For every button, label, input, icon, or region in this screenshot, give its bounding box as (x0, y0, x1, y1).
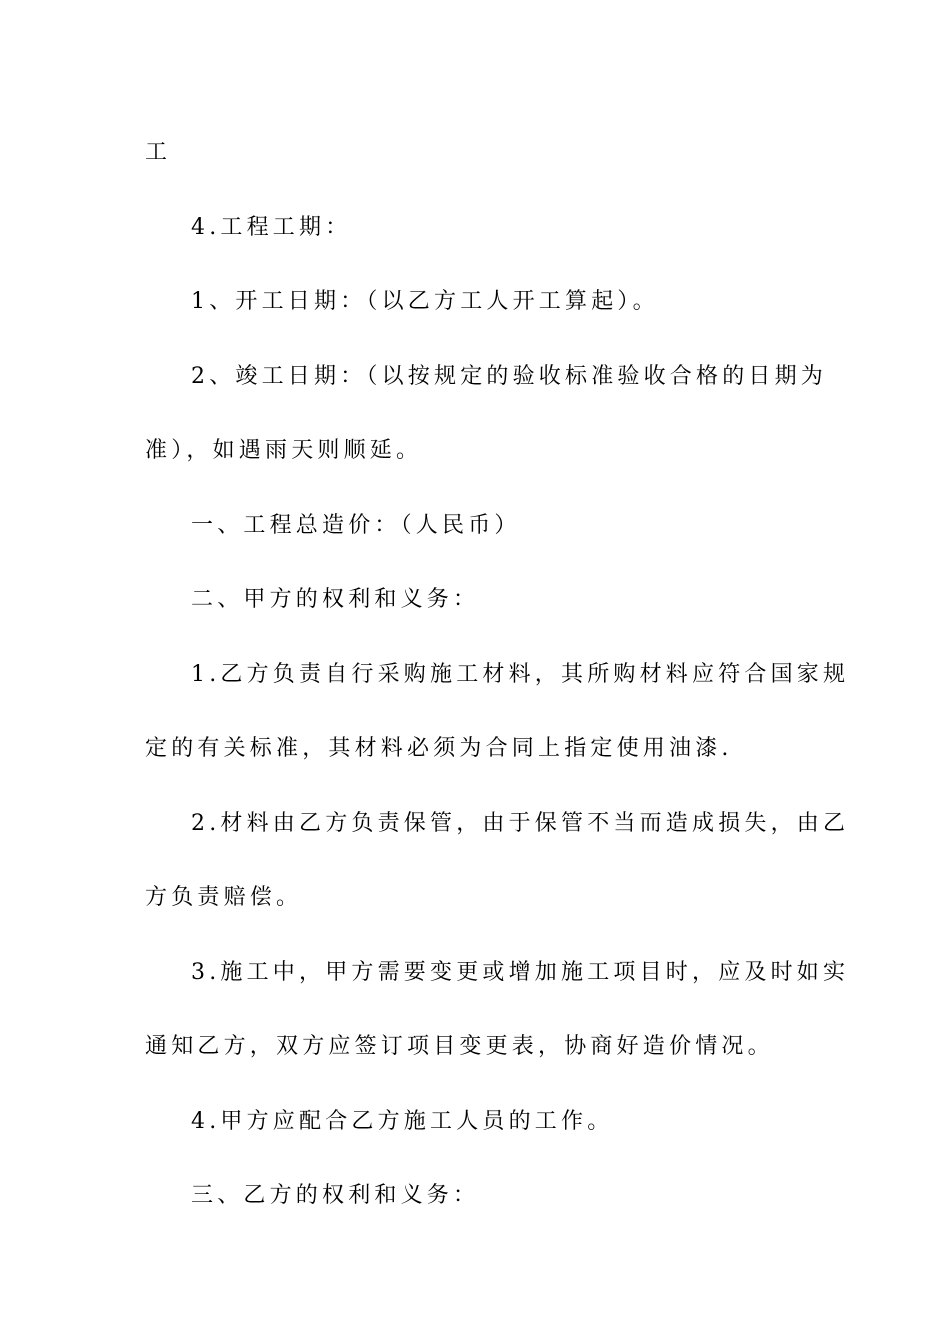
section-heading: 二、甲方的权利和义务： (191, 587, 480, 612)
document-body (145, 124, 850, 1242)
text-line: 准），如遇雨天则顺延。 (145, 438, 423, 463)
text-line: 3.施工中，甲方需要变更或增加施工项目时，应及时如实 (191, 959, 850, 985)
text-line: 1、开工日期：（以乙方工人开工算起）。 (191, 289, 659, 314)
text-line: 2.材料由乙方负责保管，由于保管不当而造成损失，由乙 (191, 810, 850, 836)
text-line: 2、竣工日期：（以按规定的验收标准验收合格的日期为 (191, 363, 827, 389)
text-line: 方负责赔偿。 (145, 885, 303, 910)
section-heading: 一、工程总造价：（人民币） (191, 512, 521, 538)
text-line: 工 (145, 140, 172, 165)
text-line: 定的有关标准，其材料必须为合同上指定使用油漆. (145, 736, 733, 761)
text-line: 通知乙方，双方应签订项目变更表，协商好造价情况。 (145, 1034, 774, 1059)
section-heading: 三、乙方的权利和义务： (191, 1183, 480, 1208)
text-line: 1.乙方负责自行采购施工材料，其所购材料应符合国家规 (191, 661, 850, 687)
text-line: 4.工程工期： (191, 214, 352, 240)
text-line: 4.甲方应配合乙方施工人员的工作。 (191, 1108, 614, 1134)
